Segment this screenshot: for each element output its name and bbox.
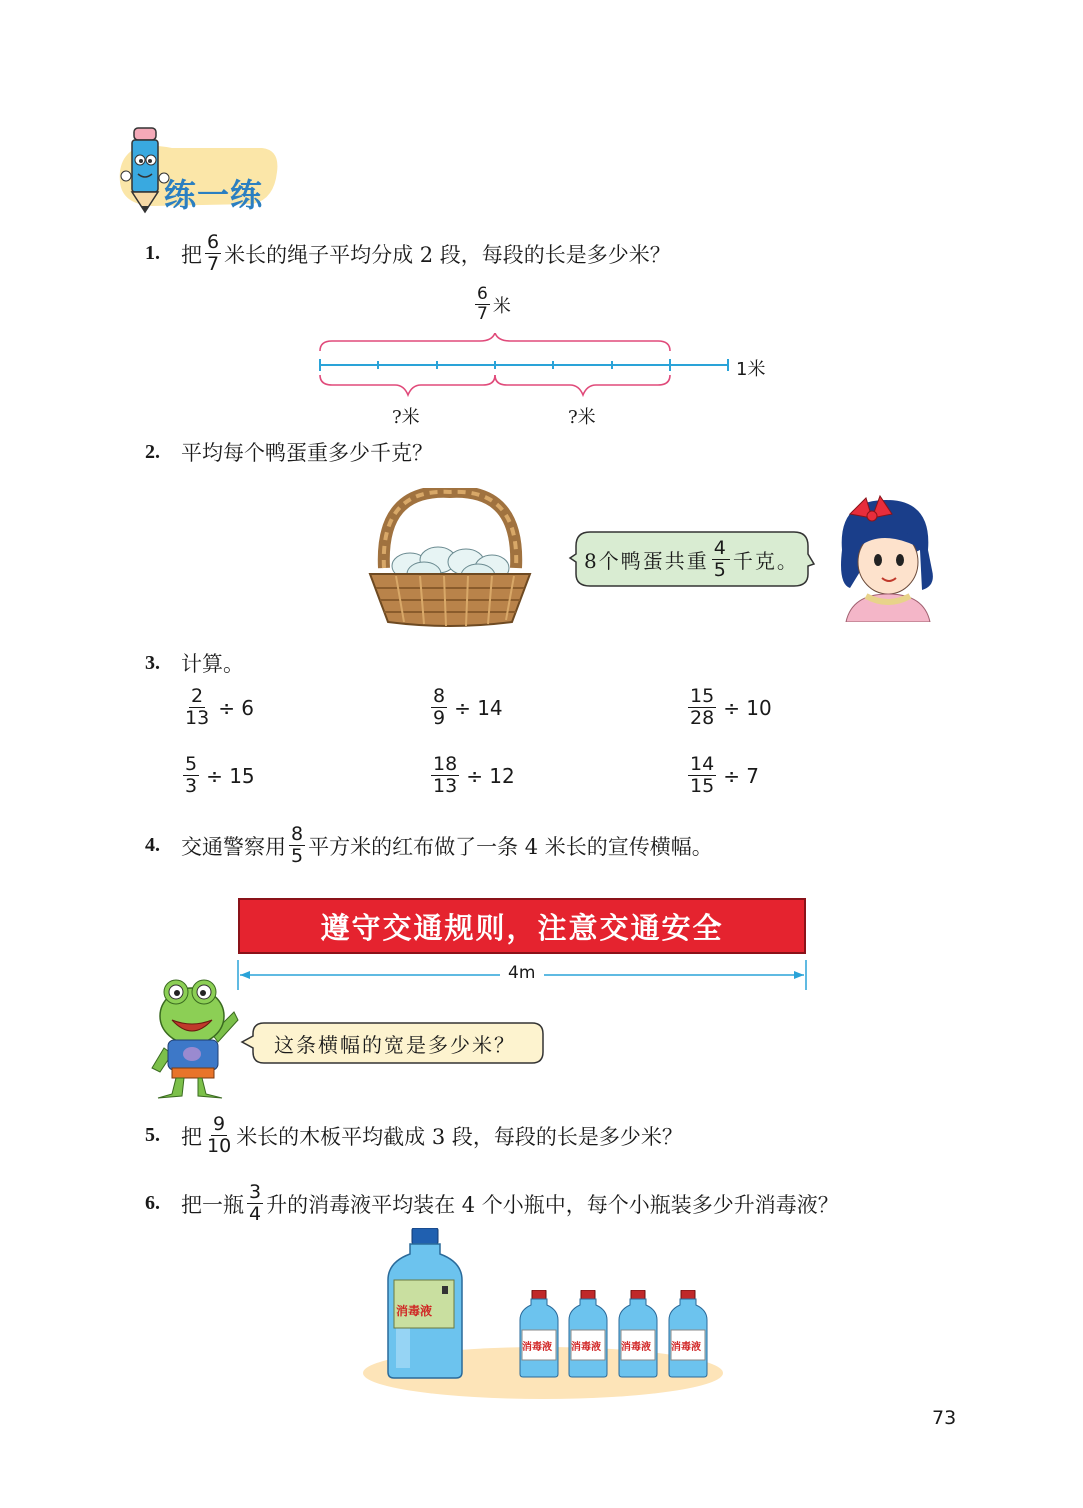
diagram-part2-label: ?米 — [568, 407, 596, 428]
bubble-text-post: 千克。 — [732, 548, 799, 573]
length-label: 4m — [508, 963, 536, 983]
fraction — [475, 285, 490, 324]
small-bottle-icon — [667, 1290, 709, 1378]
fraction-denominator: 9 — [433, 707, 446, 729]
question-3 — [145, 648, 244, 678]
bubble-text-pre: 8个鸭蛋共重 — [584, 548, 709, 573]
fraction — [431, 686, 447, 729]
small-bottle-icon — [518, 1290, 560, 1378]
question-number: 4. — [145, 834, 160, 856]
small-bottle-icon — [567, 1290, 609, 1378]
fraction-denominator: 13 — [433, 775, 458, 797]
traffic-banner: 遵守交通规则，注意交通安全 — [238, 898, 806, 954]
egg-basket-illustration — [366, 488, 534, 628]
fraction — [688, 686, 716, 729]
bubble-text: 这条横幅的宽是多少米？ — [274, 1032, 516, 1057]
bubble-content — [584, 532, 799, 586]
question-text: 计算。 — [181, 652, 244, 676]
section-title: 练一练 — [164, 176, 264, 214]
fraction-numerator: 8 — [433, 685, 446, 707]
pencil-mascot-icon — [120, 122, 170, 216]
question-text-pre: 把 — [181, 242, 202, 267]
fraction — [205, 1114, 233, 1157]
division-operation: ÷ 6 — [218, 695, 255, 720]
question-5 — [145, 1114, 683, 1157]
fraction — [247, 1182, 263, 1225]
question-number: 3. — [145, 651, 160, 674]
question-text-post: 米长的木板平均截成 3 段，每段的长是多少米？ — [236, 1124, 683, 1149]
question-4 — [145, 824, 713, 867]
fraction-numerator: 2 — [191, 685, 204, 707]
fraction-numerator: 6 — [477, 284, 488, 304]
small-bottle-1 — [518, 1290, 560, 1378]
fraction-denominator: 15 — [690, 775, 715, 797]
question-number: 5. — [145, 1124, 160, 1146]
page-number: 73 — [932, 1407, 957, 1429]
question-text-post: 米长的绳子平均分成 2 段，每段的长是多少米？ — [224, 242, 671, 267]
fraction-denominator: 7 — [207, 253, 220, 275]
division-operation: ÷ 10 — [723, 695, 772, 720]
small-bottle-label: 消毒液 — [671, 1342, 701, 1353]
fraction-denominator: 13 — [185, 707, 210, 729]
question-number: 2. — [145, 440, 160, 463]
fraction-denominator: 4 — [249, 1203, 262, 1225]
rope-diagram — [300, 285, 780, 430]
calc-item-6 — [685, 754, 759, 797]
fraction — [205, 232, 221, 275]
speech-bubble-eggs — [568, 528, 816, 590]
question-number: 1. — [145, 242, 160, 264]
fraction-numerator: 5 — [185, 753, 198, 775]
question-1 — [145, 232, 671, 275]
large-bottle — [386, 1228, 464, 1380]
question-text-pre: 把一瓶 — [181, 1192, 244, 1217]
segment-line-graphic — [300, 333, 780, 403]
fraction-denominator: 5 — [291, 845, 304, 867]
fraction-numerator: 3 — [249, 1181, 262, 1203]
fraction — [183, 754, 199, 797]
speech-bubble-banner — [240, 1020, 546, 1066]
large-bottle-label: 消毒液 — [396, 1304, 433, 1318]
section-header — [112, 122, 282, 218]
fraction-denominator: 5 — [713, 558, 728, 581]
fraction-numerator: 8 — [291, 823, 304, 845]
frog-character-illustration — [142, 976, 240, 1100]
question-text-pre: 交通警察用 — [181, 834, 286, 859]
diagram-part1-label: ?米 — [392, 407, 420, 428]
division-operation: ÷ 12 — [466, 763, 515, 788]
calc-item-2 — [428, 686, 503, 729]
fraction-numerator: 14 — [690, 753, 715, 775]
calc-item-4 — [180, 754, 255, 797]
fraction — [712, 538, 730, 581]
unit-label: 米 — [492, 295, 511, 317]
calc-item-1 — [180, 686, 254, 729]
diagram-end-label: 1米 — [736, 359, 766, 380]
calc-item-5 — [428, 754, 515, 797]
small-bottle-label: 消毒液 — [522, 1342, 552, 1353]
calc-item-3 — [685, 686, 772, 729]
division-operation: ÷ 7 — [723, 763, 760, 788]
division-operation: ÷ 15 — [206, 763, 255, 788]
fraction-numerator: 18 — [433, 753, 458, 775]
question-text-post: 升的消毒液平均装在 4 个小瓶中，每个小瓶装多少升消毒液？ — [266, 1192, 839, 1217]
fraction-numerator: 6 — [207, 231, 220, 253]
question-2 — [145, 437, 433, 467]
fraction-denominator: 3 — [185, 775, 198, 797]
fraction-denominator: 7 — [477, 304, 488, 324]
question-text: 平均每个鸭蛋重多少千克？ — [181, 441, 433, 465]
girl-character-illustration — [832, 490, 938, 622]
fraction-denominator: 10 — [207, 1135, 232, 1157]
division-operation: ÷ 14 — [454, 695, 503, 720]
fraction — [431, 754, 459, 797]
small-bottle-2 — [567, 1290, 609, 1378]
small-bottle-icon — [617, 1290, 659, 1378]
question-text-post: 平方米的红布做了一条 4 米长的宣传横幅。 — [308, 834, 713, 859]
diagram-top-label — [472, 285, 511, 324]
fraction — [289, 824, 305, 867]
question-text-pre: 把 — [181, 1124, 202, 1149]
small-bottle-3 — [617, 1290, 659, 1378]
fraction-numerator: 15 — [690, 685, 715, 707]
small-bottle-label: 消毒液 — [571, 1342, 601, 1353]
question-number: 6. — [145, 1192, 160, 1214]
fraction — [183, 686, 211, 729]
fraction-denominator: 28 — [690, 707, 715, 729]
question-6 — [145, 1182, 839, 1225]
fraction-numerator: 9 — [213, 1113, 226, 1135]
fraction-numerator: 4 — [713, 536, 728, 559]
fraction — [688, 754, 716, 797]
small-bottle-4 — [667, 1290, 709, 1378]
small-bottle-label: 消毒液 — [621, 1342, 651, 1353]
